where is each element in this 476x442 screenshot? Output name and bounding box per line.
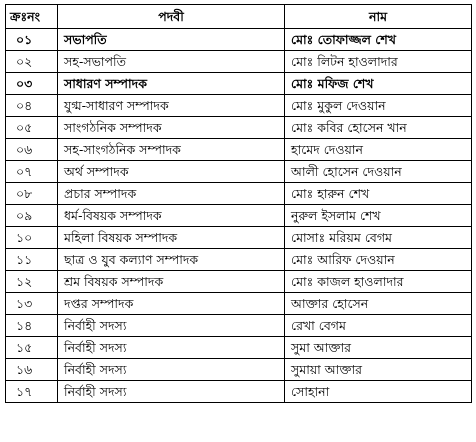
serial-cell: ০৩ — [6, 73, 58, 95]
post-cell: নির্বাহী সদস্য — [58, 359, 285, 381]
serial-cell: ০৯ — [6, 205, 58, 227]
name-column-header: নাম — [285, 5, 472, 29]
post-cell: নির্বাহী সদস্য — [58, 381, 285, 403]
serial-cell: ০৪ — [6, 95, 58, 117]
table-header-row — [6, 5, 472, 29]
committee-sheet — [5, 4, 472, 403]
name-cell: মোসাঃ মরিয়ম বেগম — [285, 227, 472, 249]
table-row — [6, 271, 472, 293]
table-row — [6, 337, 472, 359]
name-cell: মোঃ হারুন শেখ — [285, 183, 472, 205]
name-cell: মোঃ মফিজ শেখ — [285, 73, 472, 95]
name-cell: মোঃ লিটন হাওলাদার — [285, 51, 472, 73]
table-row — [6, 73, 472, 95]
table-body — [6, 29, 472, 403]
table-row — [6, 359, 472, 381]
serial-cell: ০৫ — [6, 117, 58, 139]
post-cell: নির্বাহী সদস্য — [58, 315, 285, 337]
post-cell: শ্রম বিষয়ক সম্পাদক — [58, 271, 285, 293]
table-row — [6, 381, 472, 403]
name-cell: রেখা বেগম — [285, 315, 472, 337]
name-cell: মোঃ কাজল হাওলাদার — [285, 271, 472, 293]
name-cell: আক্তার হোসেন — [285, 293, 472, 315]
serial-cell: ০৬ — [6, 139, 58, 161]
post-cell: নির্বাহী সদস্য — [58, 337, 285, 359]
post-cell: সহ-সভাপতি — [58, 51, 285, 73]
serial-cell: ০২ — [6, 51, 58, 73]
table-row — [6, 29, 472, 51]
committee-table — [5, 4, 472, 403]
serial-cell: ১০ — [6, 227, 58, 249]
post-cell: ছাত্র ও যুব কল্যাণ সম্পাদক — [58, 249, 285, 271]
table-row — [6, 139, 472, 161]
post-cell: প্রচার সম্পাদক — [58, 183, 285, 205]
name-cell: হামেদ দেওয়ান — [285, 139, 472, 161]
name-cell: মোঃ আরিফ দেওয়ান — [285, 249, 472, 271]
serial-cell: ১৭ — [6, 381, 58, 403]
table-row — [6, 315, 472, 337]
name-cell: নুরুল ইসলাম শেখ — [285, 205, 472, 227]
table-row — [6, 161, 472, 183]
post-cell: অর্থ সম্পাদক — [58, 161, 285, 183]
serial-cell: ০৮ — [6, 183, 58, 205]
serial-cell: ০১ — [6, 29, 58, 51]
table-row — [6, 95, 472, 117]
table-row — [6, 51, 472, 73]
name-cell: সুমা আক্তার — [285, 337, 472, 359]
name-cell: মোঃ মুকুল দেওয়ান — [285, 95, 472, 117]
name-cell: সুমায়া আক্তার — [285, 359, 472, 381]
post-cell: মহিলা বিষয়ক সম্পাদক — [58, 227, 285, 249]
post-cell: ধর্ম-বিষয়ক সম্পাদক — [58, 205, 285, 227]
serial-cell: ১২ — [6, 271, 58, 293]
serial-cell: ১৪ — [6, 315, 58, 337]
table-row — [6, 205, 472, 227]
serial-cell: ১১ — [6, 249, 58, 271]
post-cell: দপ্তর সম্পাদক — [58, 293, 285, 315]
table-row — [6, 293, 472, 315]
serial-cell: ১৩ — [6, 293, 58, 315]
name-cell: মোঃ কবির হোসেন খান — [285, 117, 472, 139]
post-cell: সাংগঠনিক সম্পাদক — [58, 117, 285, 139]
post-cell: সাধারণ সম্পাদক — [58, 73, 285, 95]
table-row — [6, 249, 472, 271]
serial-cell: ১৬ — [6, 359, 58, 381]
table-row — [6, 227, 472, 249]
table-row — [6, 183, 472, 205]
post-cell: সভাপতি — [58, 29, 285, 51]
serial-column-header: ক্রঃনং — [6, 5, 58, 29]
table-row — [6, 117, 472, 139]
name-cell: মোঃ তোফাজ্জল শেখ — [285, 29, 472, 51]
post-column-header: পদবী — [58, 5, 285, 29]
name-cell: আলী হোসেন দেওয়ান — [285, 161, 472, 183]
serial-cell: ১৫ — [6, 337, 58, 359]
post-cell: যুগ্ম-সাধারণ সম্পাদক — [58, 95, 285, 117]
name-cell: সোহানা — [285, 381, 472, 403]
post-cell: সহ-সাংগঠনিক সম্পাদক — [58, 139, 285, 161]
serial-cell: ০৭ — [6, 161, 58, 183]
